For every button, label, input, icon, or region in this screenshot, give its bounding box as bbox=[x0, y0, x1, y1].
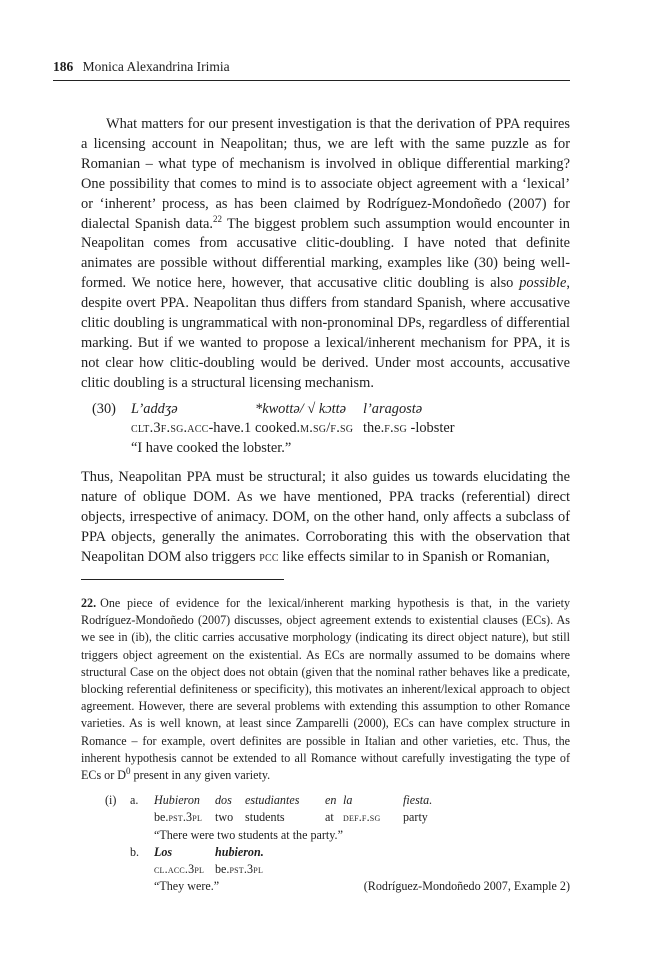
footnote-ref-22[interactable]: 22 bbox=[213, 213, 223, 224]
running-header bbox=[53, 58, 570, 76]
example-i-a-gloss: be.pst.3pl two students at def.f.sg party bbox=[154, 810, 428, 825]
sub-label: b. bbox=[130, 844, 140, 859]
p1-italic: possible bbox=[519, 275, 567, 292]
footnote-rule bbox=[81, 579, 284, 580]
main-text bbox=[81, 115, 570, 568]
gloss-cell: clt.3f.sg.acc-have.1 bbox=[131, 420, 252, 437]
example-word: l’aragostə bbox=[363, 400, 423, 417]
example-source: (Rodríguez-Mondoñedo 2007, Example 2) bbox=[363, 879, 570, 894]
p1-text-a: What matters for our present investigation is that the derivation of PPA requires a licensing account in Neapolitan; thus, we are left with the same puzzle as for Romanian – what type of mechanism is involved in oblique differential marking? One possibility that comes to mind is to associate object agreement with a ‘lexical’ or ‘inherent’ process, as has been claimed by Rodríguez-Mondoñedo (2007) for dialectal Spanish data. bbox=[81, 116, 570, 232]
example-30-translation bbox=[81, 439, 570, 459]
example-i-b-words: b. Los hubieron. bbox=[81, 844, 570, 861]
running-author: Monica Alexandrina Irimia bbox=[82, 59, 230, 74]
translation: “I have cooked the lobster.” bbox=[131, 439, 292, 456]
p1-text-b: The biggest problem such assumption would encounter in Neapolitan comes from accusative clitic-doubling. I have noted that definite animates are possible without differential marking, examples like (30) being well-formed. We notice here, however, that accusative clitic doubling is also bbox=[81, 215, 571, 292]
example-i-b-gloss: cl.acc.3pl be.pst.3pl bbox=[154, 862, 264, 877]
example-30 bbox=[81, 400, 570, 459]
example-i-b-translation: “They were.” (Rodríguez-Mondoñedo 2007, Example 2) bbox=[81, 878, 570, 895]
footnote-text: 22. One piece of evidence for the lexical/inherent marking hypothesis is that, in the variety Rodríguez-Mondoñedo (2007) discusses, object agreement extends to existential clauses (ECs). As we see in (ib), the clitic carries accusative morphology (indicating its direct object nature), but still triggers object agreement on the existential. As ECs are normally assumed to be domains where structural Case on the object does not obtain (given that the nominal rather behaves like a predicate, blocking referential definiteness or specificity), this motivates an inherent/lexical approach to object agreement. However, there are several problems with extending this assumption to other Romance varieties. As is well known, at least since Zamparelli (2000), ECs can have complex structure in Romance – for example, overt definites are possible in Italian and other varieties, etc. Thus, the inherent hypothesis cannot be extended to all Romance without carefully investigating the type of ECs or $D^0$ present in any given variety. bbox=[81, 596, 570, 783]
p2-smallcaps: pcc bbox=[259, 548, 279, 565]
page-number: 186 bbox=[53, 59, 74, 74]
example-30-gloss bbox=[81, 419, 570, 439]
header-rule bbox=[53, 80, 570, 81]
gloss-cell: cooked.m.sg/f.sg bbox=[255, 420, 354, 437]
example-word: L’addʒə bbox=[131, 400, 178, 417]
example-i-a-words: (i) a. Hubieron dos estudiantes en la fiesta. bbox=[81, 792, 570, 809]
sub-label: a. bbox=[130, 793, 139, 808]
gloss-cell: the.f.sg -lobster bbox=[363, 420, 455, 437]
example-i-a-translation: “There were two students at the party.” bbox=[154, 827, 343, 842]
example-number: (i) bbox=[105, 793, 117, 808]
example-i bbox=[81, 792, 570, 895]
example-word: *kwottə/ √ kɔttə bbox=[255, 400, 347, 417]
p1-text-c: , despite overt PPA. Neapolitan thus differs from standard Spanish, where accusative clitic doubling is ungrammatical with non-pronominal DPs, regardless of differential marking. But if we wanted to propose a lexical/inherent mechanism for PPA, it is not clear how clitic-doubling would be derived. Under most accounts, accusative clitic doubling is a structural licensing mechanism. bbox=[81, 275, 570, 391]
footnote-22 bbox=[81, 595, 570, 895]
p2-text-b: like effects similar to in Spanish or Romanian, bbox=[278, 548, 550, 565]
paragraph-2 bbox=[81, 468, 570, 568]
p2-text-a: Thus, Neapolitan PPA must be structural; it also guides us towards elucidating the nature of oblique DOM. As we have mentioned, PPA tracks (referential) direct objects, irrespective of animacy. DOM, on the other hand, only affects a subclass of PPA objects, generally the animates. Corroborating this with the observation that Neapolitan DOM also triggers bbox=[81, 469, 570, 565]
footnote-number: 22. bbox=[81, 596, 97, 610]
example-30-words bbox=[81, 400, 570, 420]
example-number: (30) bbox=[92, 400, 116, 417]
paragraph-1 bbox=[81, 115, 570, 394]
